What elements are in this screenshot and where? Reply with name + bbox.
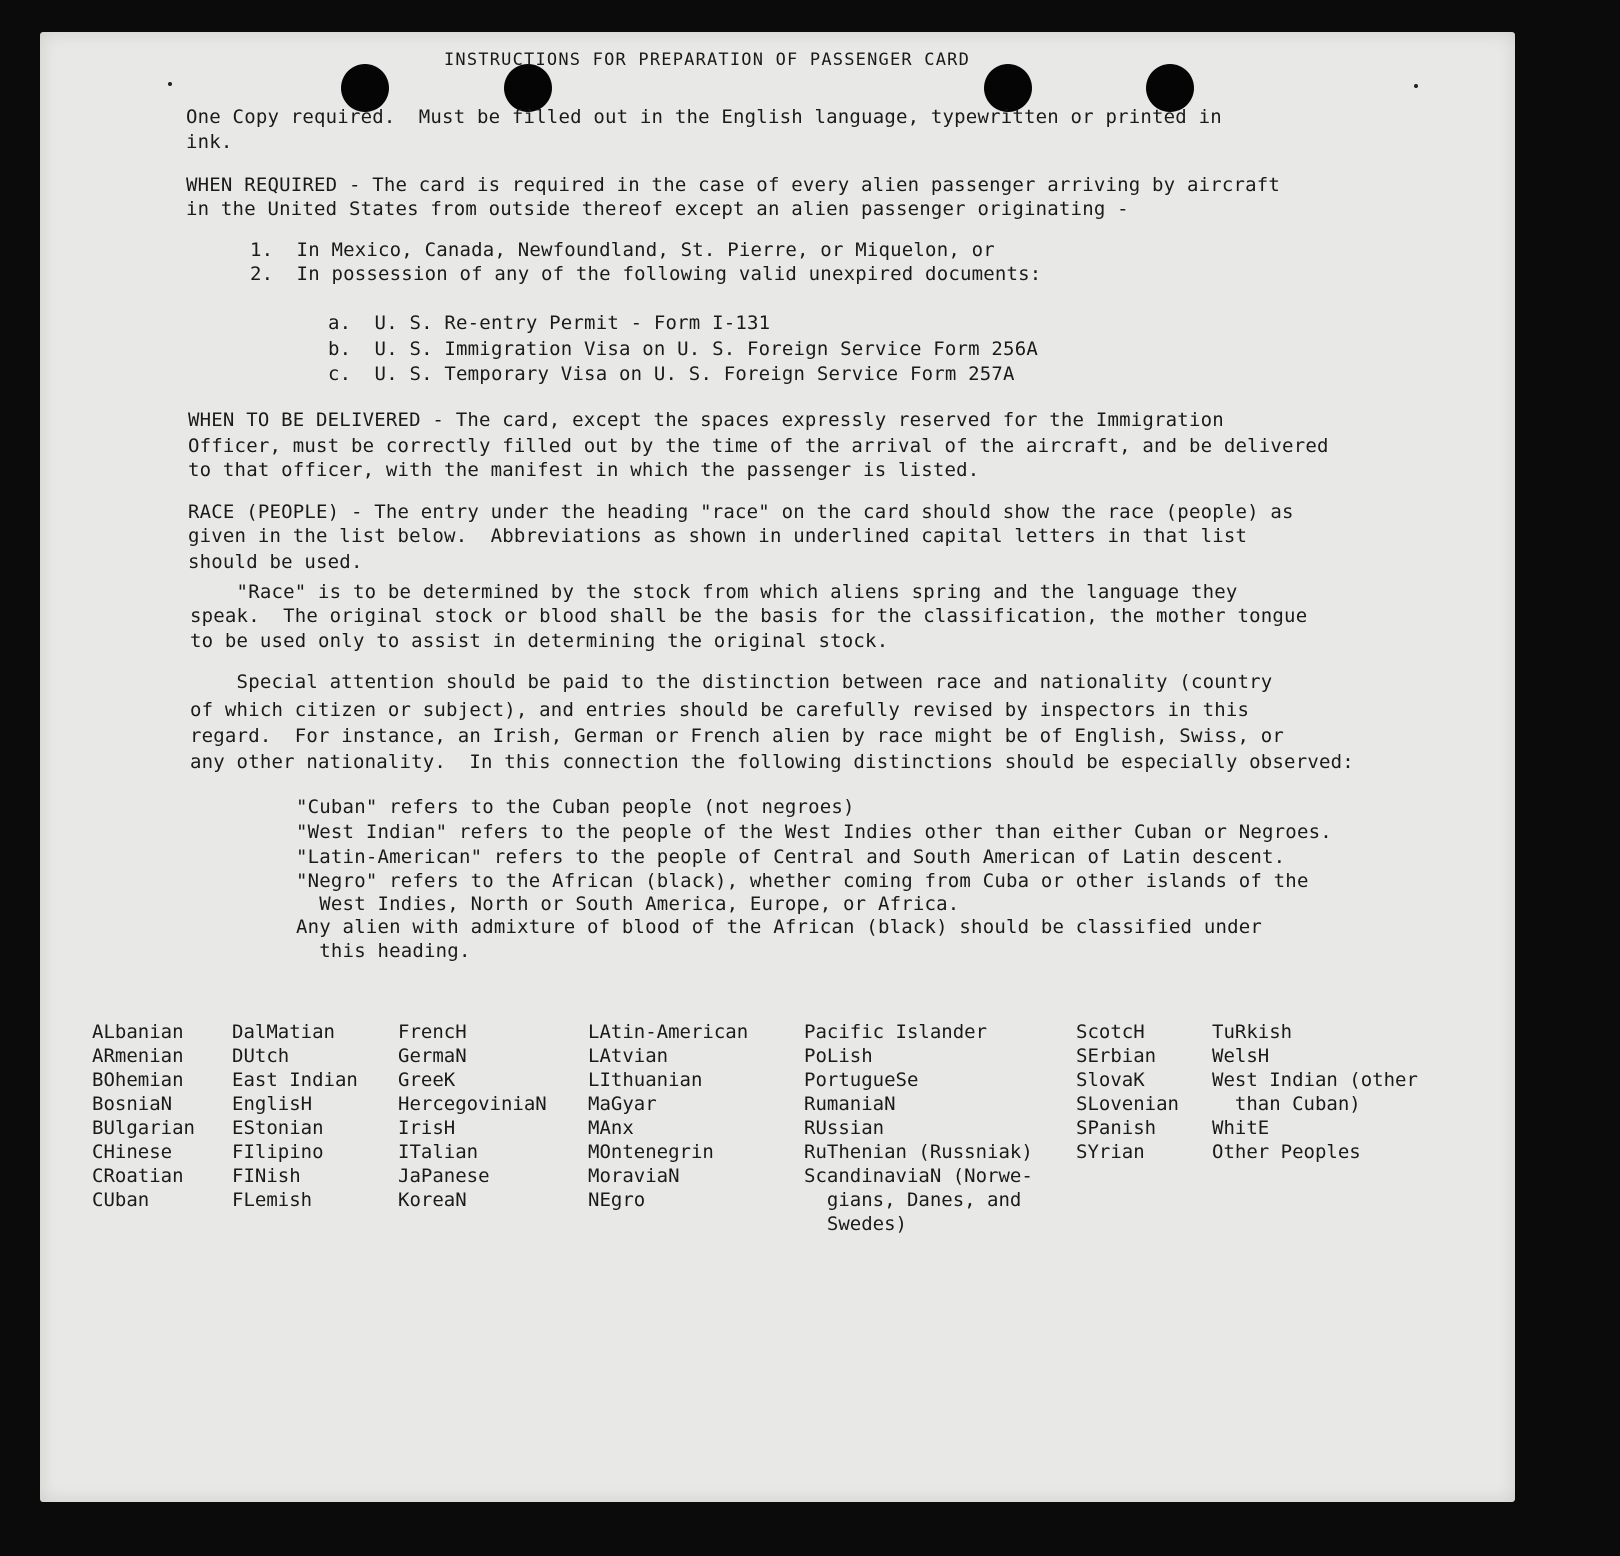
race-list-item: BosniaN <box>92 1093 173 1115</box>
race-list-item: SErbian <box>1076 1045 1157 1067</box>
intro-line-1: One Copy required. Must be filled out in the English language, typewritten or printed in <box>186 106 1222 128</box>
race-list-item: RUssian <box>804 1117 885 1139</box>
race-list-item: RumaniaN <box>804 1093 896 1115</box>
distinction-line-4: "Negro" refers to the African (black), whether coming from Cuba or other islands of the <box>296 870 1309 892</box>
race-list-item: FIlipino <box>232 1141 324 1163</box>
race-para-line-2: given in the list below. Abbreviations as shown in underlined capital letters in that list <box>188 525 1248 547</box>
special-line-4: any other nationality. In this connection the following distinctions should be especially observed: <box>190 751 1354 773</box>
race-list-item: gians, Danes, and <box>804 1189 1022 1211</box>
race-list-item: CUban <box>92 1189 150 1211</box>
race-list-item: East Indian <box>232 1069 358 1091</box>
race-list-item: NEgro <box>588 1189 646 1211</box>
race-list-item: MoraviaN <box>588 1165 680 1187</box>
race-def-line-2: speak. The original stock or blood shall be the basis for the classification, the mother tongue <box>190 605 1308 627</box>
distinction-line-2: "West Indian" refers to the people of the West Indies other than either Cuban or Negroes. <box>296 821 1332 843</box>
race-list-item: Swedes) <box>804 1213 907 1235</box>
distinction-line-3: "Latin-American" refers to the people of Central and South American of Latin descent. <box>296 846 1286 868</box>
race-list-item: ScotcH <box>1076 1021 1145 1043</box>
race-list-item: ITalian <box>398 1141 479 1163</box>
speck <box>168 82 172 86</box>
document-page <box>40 32 1515 1502</box>
race-list-item: IrisH <box>398 1117 456 1139</box>
document-item-c: c. U. S. Temporary Visa on U. S. Foreign Service Form 257A <box>328 363 1015 385</box>
race-list-item: FrencH <box>398 1021 467 1043</box>
race-list-item: SlovaK <box>1076 1069 1145 1091</box>
race-list-item: GreeK <box>398 1069 456 1091</box>
race-list-item: MaGyar <box>588 1093 657 1115</box>
race-def-line-1: "Race" is to be determined by the stock from which aliens spring and the language they <box>190 581 1238 603</box>
when-delivered-line-1: WHEN TO BE DELIVERED - The card, except the spaces expressly reserved for the Immigration <box>188 409 1224 431</box>
race-list-item: BOhemian <box>92 1069 184 1091</box>
race-list-item: TuRkish <box>1212 1021 1293 1043</box>
race-list-item: Pacific Islander <box>804 1021 988 1043</box>
race-list-item: WhitE <box>1212 1117 1270 1139</box>
race-list-item: WelsH <box>1212 1045 1270 1067</box>
race-list-item: KoreaN <box>398 1189 467 1211</box>
race-list-item: BUlgarian <box>92 1117 195 1139</box>
race-column <box>588 1020 748 1212</box>
race-def-line-3: to be used only to assist in determining the original stock. <box>190 630 889 652</box>
when-required-line-2: in the United States from outside thereof except an alien passenger originating - <box>186 198 1129 220</box>
document-item-a: a. U. S. Re-entry Permit - Form I-131 <box>328 312 771 334</box>
when-required-item-2: 2. In possession of any of the following valid unexpired documents: <box>250 263 1042 285</box>
speck <box>1414 84 1418 88</box>
race-list-item: West Indian (other <box>1212 1069 1418 1091</box>
race-list-item: FLemish <box>232 1189 313 1211</box>
distinction-line-1: "Cuban" refers to the Cuban people (not negroes) <box>296 796 855 818</box>
race-column <box>1076 1020 1179 1164</box>
race-list-item: GermaN <box>398 1045 467 1067</box>
race-list-item: PoLish <box>804 1045 873 1067</box>
race-list-item: ALbanian <box>92 1021 184 1043</box>
race-column <box>398 1020 547 1212</box>
race-list-item: Other Peoples <box>1212 1141 1361 1163</box>
race-column <box>1212 1020 1418 1164</box>
document-item-b: b. U. S. Immigration Visa on U. S. Foreign Service Form 256A <box>328 338 1038 360</box>
race-list-item: DUtch <box>232 1045 290 1067</box>
race-list-item: HercegoviniaN <box>398 1093 547 1115</box>
race-para-line-3: should be used. <box>188 551 363 573</box>
distinction-line-5: West Indies, North or South America, Europe, or Africa. <box>296 893 960 915</box>
race-list-item: LAtvian <box>588 1045 669 1067</box>
special-line-3: regard. For instance, an Irish, German or French alien by race might be of English, Swiss, or <box>190 725 1285 747</box>
race-list-item: PortugueSe <box>804 1069 919 1091</box>
race-list-item: CRoatian <box>92 1165 184 1187</box>
race-list-item: LIthuanian <box>588 1069 703 1091</box>
special-line-1: Special attention should be paid to the distinction between race and nationality (country <box>190 671 1273 693</box>
race-list-item: SPanish <box>1076 1117 1157 1139</box>
race-para-line-1: RACE (PEOPLE) - The entry under the heading "race" on the card should show the race (people) as <box>188 501 1294 523</box>
race-list-item: DalMatian <box>232 1021 335 1043</box>
race-list-item: ScandinaviaN (Norwe- <box>804 1165 1033 1187</box>
when-required-item-1: 1. In Mexico, Canada, Newfoundland, St. Pierre, or Miquelon, or <box>250 239 995 261</box>
race-list-item: CHinese <box>92 1141 173 1163</box>
when-delivered-line-3: to that officer, with the manifest in which the passenger is listed. <box>188 459 980 481</box>
race-list-item: LAtin-American <box>588 1021 749 1043</box>
race-list-item: RuThenian (Russniak) <box>804 1141 1033 1163</box>
distinction-line-6: Any alien with admixture of blood of the African (black) should be classified under <box>296 916 1263 938</box>
intro-line-2: ink. <box>186 131 233 153</box>
race-column <box>232 1020 358 1212</box>
race-list-item: SLovenian <box>1076 1093 1179 1115</box>
race-list-item: than Cuban) <box>1212 1093 1361 1115</box>
race-list-item: ARmenian <box>92 1045 184 1067</box>
race-column <box>804 1020 1033 1236</box>
race-list-item: MOntenegrin <box>588 1141 714 1163</box>
race-list-item: EStonian <box>232 1117 324 1139</box>
race-list-item: JaPanese <box>398 1165 490 1187</box>
when-delivered-line-2: Officer, must be correctly filled out by the time of the arrival of the aircraft, and be delivered <box>188 435 1329 457</box>
race-list-item: EnglisH <box>232 1093 313 1115</box>
race-list-item: FINish <box>232 1165 301 1187</box>
race-list-item: MAnx <box>588 1117 634 1139</box>
race-column <box>92 1020 195 1212</box>
page-title: INSTRUCTIONS FOR PREPARATION OF PASSENGER CARD <box>444 50 971 70</box>
race-list-item: SYrian <box>1076 1141 1145 1163</box>
distinction-line-7: this heading. <box>296 940 471 962</box>
special-line-2: of which citizen or subject), and entries should be carefully revised by inspectors in this <box>190 699 1250 721</box>
when-required-line-1: WHEN REQUIRED - The card is required in the case of every alien passenger arriving by aircraft <box>186 174 1281 196</box>
